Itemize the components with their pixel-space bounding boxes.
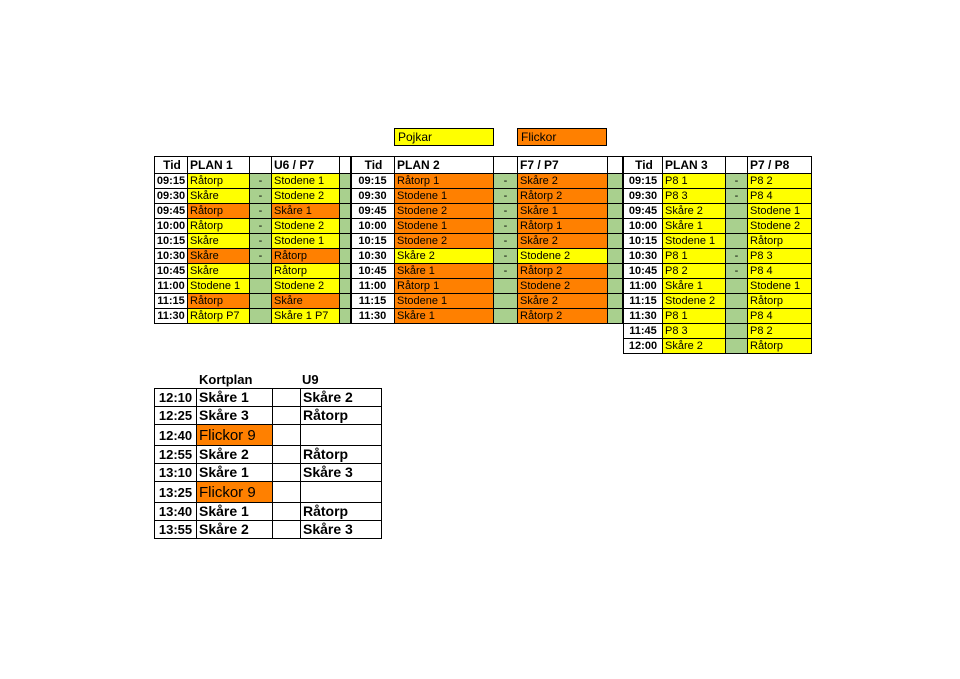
table-row	[155, 446, 382, 464]
spacer-cell	[273, 503, 301, 521]
away-team-cell: Skåre 2	[518, 294, 608, 309]
time-cell: 13:55	[155, 521, 197, 539]
away-team-cell: Råtorp	[748, 339, 812, 354]
team-2-cell: Råtorp	[301, 446, 382, 464]
away-team-cell: Råtorp 1	[518, 219, 608, 234]
home-team-cell: Skåre 1	[395, 309, 494, 324]
home-team-cell: Stodene 1	[395, 294, 494, 309]
table-row	[351, 309, 623, 324]
table-row	[351, 294, 623, 309]
versus-cell	[250, 294, 272, 309]
away-team-cell: Råtorp	[748, 234, 812, 249]
table-row	[624, 204, 812, 219]
time-cell: 10:30	[624, 249, 663, 264]
table-row	[351, 189, 623, 204]
team-1-cell: Skåre 1	[197, 503, 273, 521]
plan1-table	[154, 156, 352, 324]
versus-cell	[726, 279, 748, 294]
time-cell: 11:30	[155, 309, 188, 324]
spacer-cell	[608, 294, 623, 309]
table-row	[155, 464, 382, 482]
versus-cell	[726, 309, 748, 324]
away-team-cell: Stodene 2	[518, 279, 608, 294]
plan3-header-spacer	[726, 157, 748, 174]
home-team-cell: P8 1	[663, 249, 726, 264]
versus-cell: -	[726, 249, 748, 264]
plan2-header-plan: PLAN 2	[395, 157, 494, 174]
table-row	[351, 264, 623, 279]
table-row	[351, 279, 623, 294]
spacer-cell	[608, 249, 623, 264]
home-team-cell: Råtorp	[188, 204, 250, 219]
time-cell: 09:30	[624, 189, 663, 204]
home-team-cell: Stodene 1	[395, 189, 494, 204]
table-row	[351, 234, 623, 249]
team-2-cell: Råtorp	[301, 407, 382, 425]
home-team-cell: Skåre	[188, 234, 250, 249]
away-team-cell: Skåre 1 P7	[272, 309, 340, 324]
spacer-cell	[273, 446, 301, 464]
home-team-cell: Stodene 1	[663, 234, 726, 249]
away-team-cell: Stodene 1	[272, 174, 340, 189]
time-cell: 11:00	[351, 279, 395, 294]
spacer-cell	[273, 389, 301, 407]
away-team-cell: Skåre 1	[272, 204, 340, 219]
away-team-cell: Stodene 1	[748, 204, 812, 219]
spacer-cell	[273, 407, 301, 425]
spacer-cell	[273, 464, 301, 482]
table-row	[624, 279, 812, 294]
time-cell: 11:15	[351, 294, 395, 309]
time-cell: 10:15	[155, 234, 188, 249]
time-cell: 12:10	[155, 389, 197, 407]
away-team-cell: Stodene 2	[272, 279, 340, 294]
table-row	[351, 204, 623, 219]
table-row	[351, 174, 623, 189]
time-cell: 09:45	[155, 204, 188, 219]
away-team-cell: P8 4	[748, 309, 812, 324]
team-2-cell	[301, 425, 382, 446]
plan1-header-plan: PLAN 1	[188, 157, 250, 174]
home-team-cell: P8 3	[663, 324, 726, 339]
home-team-cell: Stodene 2	[395, 234, 494, 249]
time-cell: 13:40	[155, 503, 197, 521]
versus-cell	[250, 279, 272, 294]
versus-cell: -	[726, 189, 748, 204]
kortplan-title: Kortplan	[199, 372, 253, 387]
time-cell: 13:10	[155, 464, 197, 482]
spacer-cell	[608, 234, 623, 249]
versus-cell: -	[494, 264, 518, 279]
versus-cell	[726, 324, 748, 339]
time-cell: 10:45	[624, 264, 663, 279]
away-team-cell: Råtorp	[272, 249, 340, 264]
away-team-cell: Skåre 2	[518, 174, 608, 189]
time-cell: 10:15	[351, 234, 395, 249]
time-cell: 09:15	[351, 174, 395, 189]
kortplan-subtitle: U9	[302, 372, 319, 387]
home-team-cell: Stodene 1	[188, 279, 250, 294]
away-team-cell: Stodene 2	[518, 249, 608, 264]
time-cell: 09:45	[351, 204, 395, 219]
time-cell: 11:15	[155, 294, 188, 309]
away-team-cell: Råtorp 2	[518, 264, 608, 279]
team-2-cell	[301, 482, 382, 503]
table-row	[624, 309, 812, 324]
home-team-cell: Stodene 1	[395, 219, 494, 234]
plan3-header-group: P7 / P8	[748, 157, 812, 174]
team-1-cell: Flickor 9	[197, 482, 273, 503]
table-row	[624, 174, 812, 189]
away-team-cell: P8 4	[748, 189, 812, 204]
versus-cell: -	[494, 204, 518, 219]
plan2-header-tid: Tid	[351, 157, 395, 174]
away-team-cell: Stodene 2	[272, 189, 340, 204]
spacer-cell	[608, 219, 623, 234]
home-team-cell: Stodene 2	[395, 204, 494, 219]
away-team-cell: Råtorp	[272, 264, 340, 279]
table-row	[155, 219, 352, 234]
team-1-cell: Skåre 2	[197, 521, 273, 539]
spacer-cell	[608, 309, 623, 324]
table-row	[155, 264, 352, 279]
versus-cell: -	[494, 219, 518, 234]
time-cell: 12:00	[624, 339, 663, 354]
table-row	[624, 234, 812, 249]
away-team-cell: P8 4	[748, 264, 812, 279]
time-cell: 11:15	[624, 294, 663, 309]
versus-cell: -	[250, 204, 272, 219]
home-team-cell: Råtorp	[188, 174, 250, 189]
spacer-cell	[608, 204, 623, 219]
versus-cell	[494, 294, 518, 309]
plan2-table	[350, 156, 623, 324]
table-row	[624, 219, 812, 234]
time-cell: 10:00	[155, 219, 188, 234]
table-row	[624, 249, 812, 264]
time-cell: 11:00	[155, 279, 188, 294]
versus-cell: -	[250, 189, 272, 204]
kortplan-table	[154, 388, 382, 539]
home-team-cell: Råtorp 1	[395, 279, 494, 294]
home-team-cell: Skåre 1	[395, 264, 494, 279]
away-team-cell: Stodene 2	[748, 219, 812, 234]
team-1-cell: Skåre 3	[197, 407, 273, 425]
away-team-cell: P8 3	[748, 249, 812, 264]
time-cell: 10:30	[155, 249, 188, 264]
spacer-cell	[273, 521, 301, 539]
home-team-cell: Skåre	[188, 264, 250, 279]
away-team-cell: Stodene 2	[272, 219, 340, 234]
legend-girls: Flickor	[517, 128, 607, 146]
versus-cell: -	[494, 189, 518, 204]
home-team-cell: Råtorp P7	[188, 309, 250, 324]
versus-cell: -	[494, 174, 518, 189]
home-team-cell: Råtorp	[188, 294, 250, 309]
plan3-header-tid: Tid	[624, 157, 663, 174]
time-cell: 11:30	[351, 309, 395, 324]
versus-cell: -	[250, 174, 272, 189]
versus-cell: -	[250, 234, 272, 249]
home-team-cell: Skåre 1	[663, 219, 726, 234]
table-row	[155, 249, 352, 264]
away-team-cell: P8 2	[748, 324, 812, 339]
table-row	[155, 309, 352, 324]
table-row	[155, 389, 382, 407]
team-1-cell: Skåre 1	[197, 464, 273, 482]
home-team-cell: Skåre	[188, 249, 250, 264]
home-team-cell: P8 3	[663, 189, 726, 204]
versus-cell	[726, 204, 748, 219]
team-1-cell: Skåre 1	[197, 389, 273, 407]
away-team-cell: Skåre 1	[518, 204, 608, 219]
time-cell: 13:25	[155, 482, 197, 503]
home-team-cell: P8 1	[663, 174, 726, 189]
time-cell: 12:55	[155, 446, 197, 464]
versus-cell	[726, 219, 748, 234]
time-cell: 12:40	[155, 425, 197, 446]
plan2-header-spacer2	[608, 157, 623, 174]
home-team-cell: Råtorp 1	[395, 174, 494, 189]
table-row	[624, 339, 812, 354]
home-team-cell: Skåre 2	[663, 339, 726, 354]
time-cell: 11:00	[624, 279, 663, 294]
table-row	[155, 425, 382, 446]
legend-boys: Pojkar	[394, 128, 494, 146]
table-row	[155, 521, 382, 539]
away-team-cell: Råtorp 2	[518, 189, 608, 204]
home-team-cell: Skåre 2	[395, 249, 494, 264]
table-row	[624, 294, 812, 309]
away-team-cell: Skåre	[272, 294, 340, 309]
versus-cell: -	[494, 249, 518, 264]
versus-cell	[494, 309, 518, 324]
time-cell: 10:00	[351, 219, 395, 234]
spacer-cell	[273, 482, 301, 503]
table-row	[155, 503, 382, 521]
table-row	[155, 189, 352, 204]
versus-cell: -	[250, 219, 272, 234]
versus-cell: -	[250, 249, 272, 264]
table-row	[624, 189, 812, 204]
team-1-cell: Skåre 2	[197, 446, 273, 464]
table-row	[155, 174, 352, 189]
plan2-header-group: F7 / P7	[518, 157, 608, 174]
time-cell: 10:30	[351, 249, 395, 264]
team-2-cell: Skåre 3	[301, 464, 382, 482]
versus-cell	[726, 234, 748, 249]
table-row	[351, 219, 623, 234]
away-team-cell: Skåre 2	[518, 234, 608, 249]
spacer-cell	[608, 279, 623, 294]
plan1-header-tid: Tid	[155, 157, 188, 174]
home-team-cell: Stodene 2	[663, 294, 726, 309]
time-cell: 09:15	[155, 174, 188, 189]
table-row	[155, 482, 382, 503]
versus-cell	[250, 264, 272, 279]
time-cell: 09:45	[624, 204, 663, 219]
plan3-header-plan: PLAN 3	[663, 157, 726, 174]
team-1-cell: Flickor 9	[197, 425, 273, 446]
time-cell: 10:45	[155, 264, 188, 279]
versus-cell: -	[494, 234, 518, 249]
spacer-cell	[608, 189, 623, 204]
time-cell: 11:30	[624, 309, 663, 324]
time-cell: 10:45	[351, 264, 395, 279]
home-team-cell: Skåre 1	[663, 279, 726, 294]
time-cell: 10:15	[624, 234, 663, 249]
plan2-header-spacer	[494, 157, 518, 174]
away-team-cell: Råtorp 2	[518, 309, 608, 324]
table-row	[155, 294, 352, 309]
home-team-cell: P8 2	[663, 264, 726, 279]
table-row	[155, 279, 352, 294]
spacer-cell	[273, 425, 301, 446]
home-team-cell: Skåre	[188, 189, 250, 204]
away-team-cell: Råtorp	[748, 294, 812, 309]
home-team-cell: Råtorp	[188, 219, 250, 234]
table-row	[624, 324, 812, 339]
versus-cell	[726, 294, 748, 309]
versus-cell	[250, 309, 272, 324]
time-cell: 12:25	[155, 407, 197, 425]
home-team-cell: P8 1	[663, 309, 726, 324]
spacer-cell	[608, 264, 623, 279]
table-row	[155, 407, 382, 425]
team-2-cell: Råtorp	[301, 503, 382, 521]
away-team-cell: P8 2	[748, 174, 812, 189]
team-2-cell: Skåre 3	[301, 521, 382, 539]
table-row	[351, 249, 623, 264]
away-team-cell: Stodene 1	[272, 234, 340, 249]
time-cell: 11:45	[624, 324, 663, 339]
plan3-table	[623, 156, 812, 354]
away-team-cell: Stodene 1	[748, 279, 812, 294]
plan1-header-spacer	[250, 157, 272, 174]
time-cell: 09:30	[155, 189, 188, 204]
versus-cell: -	[726, 174, 748, 189]
versus-cell: -	[726, 264, 748, 279]
table-row	[155, 234, 352, 249]
versus-cell	[494, 279, 518, 294]
time-cell: 09:30	[351, 189, 395, 204]
table-row	[624, 264, 812, 279]
versus-cell	[726, 339, 748, 354]
time-cell: 10:00	[624, 219, 663, 234]
home-team-cell: Skåre 2	[663, 204, 726, 219]
table-row	[155, 204, 352, 219]
spacer-cell	[608, 174, 623, 189]
plan1-header-group: U6 / P7	[272, 157, 340, 174]
time-cell: 09:15	[624, 174, 663, 189]
team-2-cell: Skåre 2	[301, 389, 382, 407]
